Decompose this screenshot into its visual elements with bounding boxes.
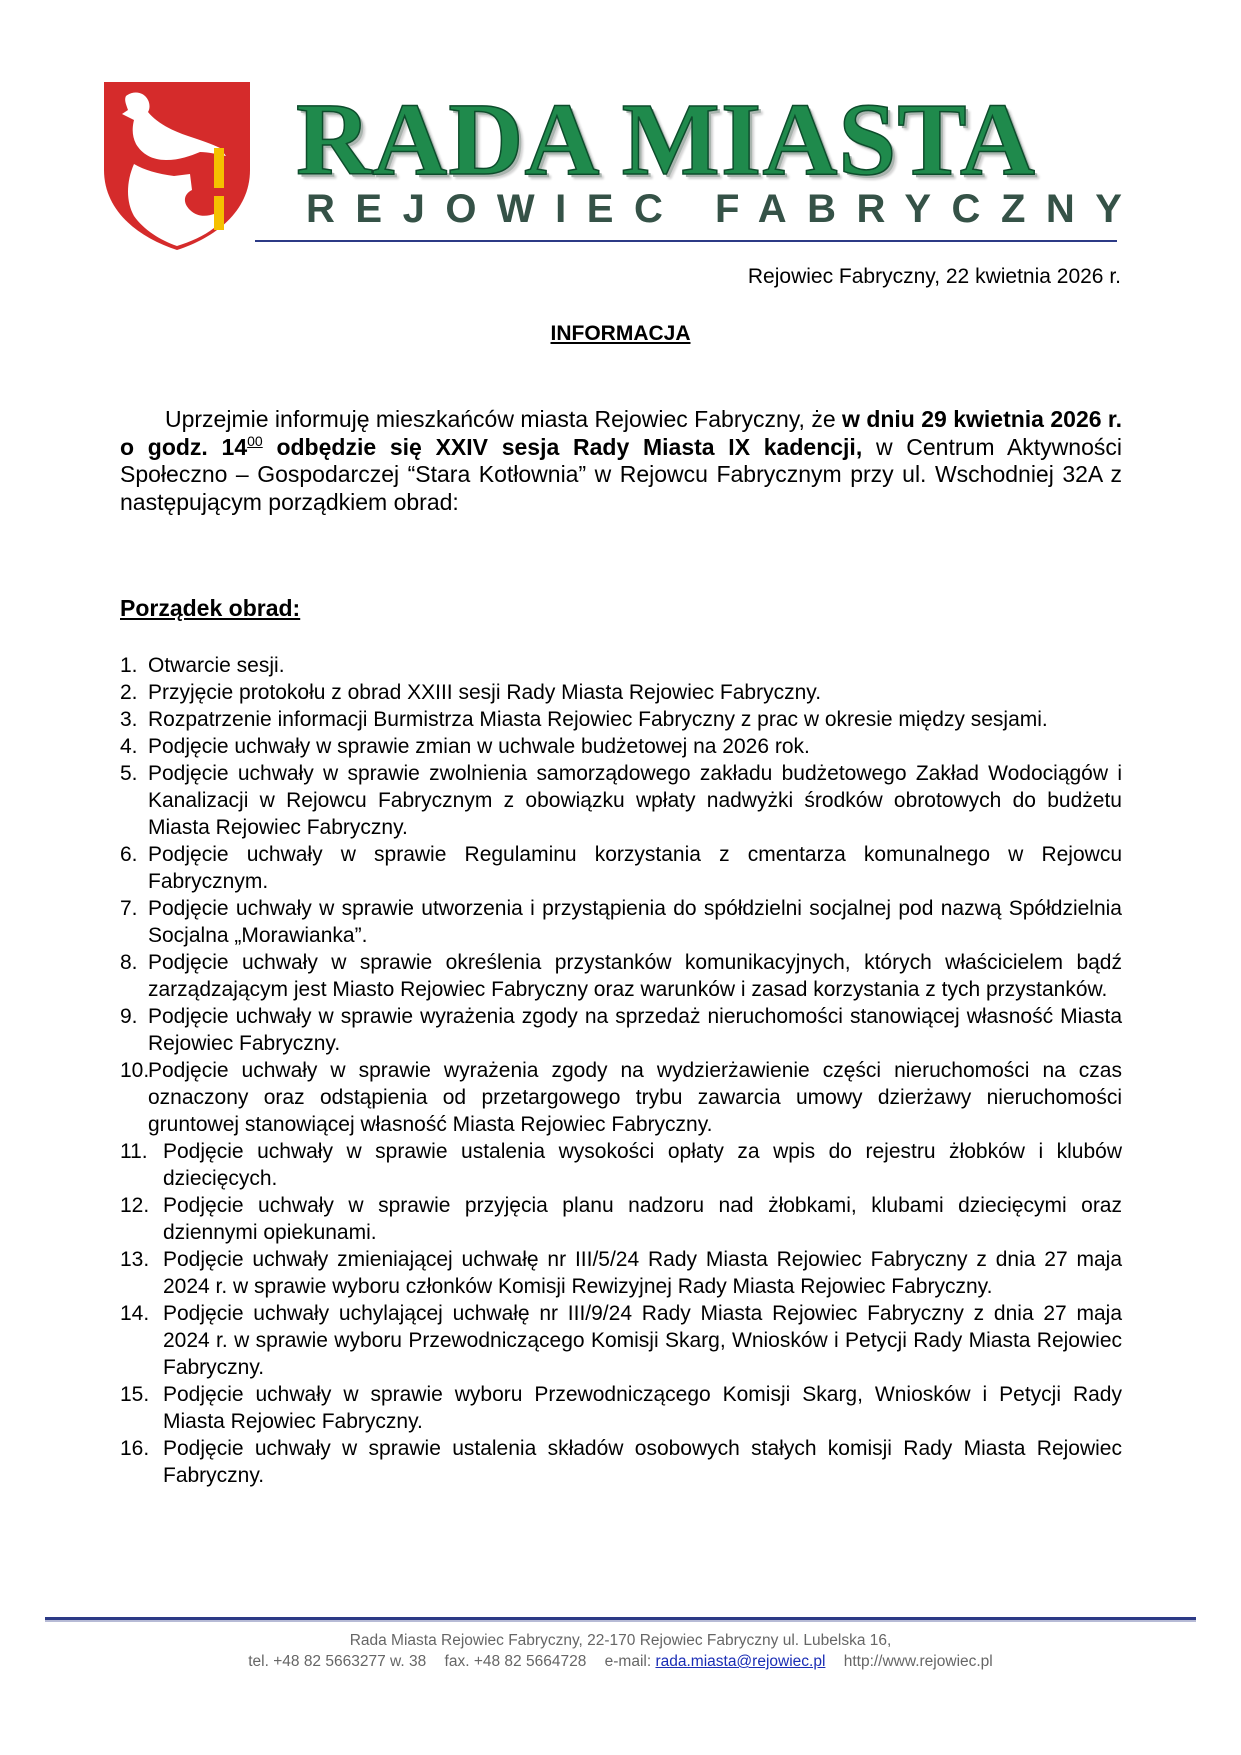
dove-coat-of-arms-icon bbox=[104, 82, 250, 250]
intro-bold-date: w dniu 29 kwietnia 2026 r. o godz. 14 bbox=[120, 406, 1122, 460]
list-item bbox=[120, 1057, 1122, 1138]
footer-website[interactable]: http://www.rejowiec.pl bbox=[843, 1653, 993, 1670]
footer-divider bbox=[45, 1617, 1196, 1620]
intro-text-2: w Centrum Aktywności Społeczno – Gospodarczej “Stara Kotłownia” w Rejowcu Fabrycznym przy ul. Wschodniej 32A z następującym porządkiem obrad: bbox=[120, 433, 1122, 515]
list-item bbox=[120, 949, 1122, 1003]
agenda-number: 15. bbox=[120, 1383, 150, 1406]
list-item bbox=[120, 733, 1122, 760]
list-item bbox=[120, 1246, 1122, 1300]
list-item bbox=[120, 760, 1122, 841]
agenda-text: Podjęcie uchwały w sprawie ustalenia wysokości opłaty za wpis do rejestru żłobków i klubów dziecięcych. bbox=[163, 1140, 1122, 1190]
agenda-text: Podjęcie uchwały w sprawie wyboru Przewodniczącego Komisji Skarg, Wniosków i Petycji Rady Miasta Rejowiec Fabryczny. bbox=[163, 1383, 1122, 1433]
list-item bbox=[120, 1003, 1122, 1057]
document-heading: INFORMACJA bbox=[550, 322, 691, 345]
list-item bbox=[120, 1381, 1122, 1435]
agenda-text: Podjęcie uchwały w sprawie wyrażenia zgody na sprzedaż nieruchomości stanowiącej własność Miasta Rejowiec Fabryczny. bbox=[148, 1005, 1122, 1055]
footer-email-label: e-mail: bbox=[604, 1653, 652, 1670]
list-item bbox=[120, 652, 1122, 679]
agenda-number: 6. bbox=[120, 843, 138, 866]
agenda-number: 12. bbox=[120, 1194, 150, 1217]
list-item bbox=[120, 895, 1122, 949]
list-item bbox=[120, 679, 1122, 706]
footer-address: Rada Miasta Rejowiec Fabryczny, 22-170 Rejowiec Fabryczny ul. Lubelska 16, bbox=[349, 1632, 892, 1649]
agenda-text: Podjęcie uchwały w sprawie zmian w uchwale budżetowej na 2026 rok. bbox=[148, 735, 810, 758]
agenda-text: Podjęcie uchwały w sprawie ustalenia składów osobowych stałych komisji Rady Miasta Rejowiec Fabryczny. bbox=[163, 1437, 1122, 1487]
agenda-number: 8. bbox=[120, 951, 138, 974]
agenda-number: 2. bbox=[120, 681, 138, 704]
intro-paragraph bbox=[120, 406, 1122, 516]
agenda-number: 14. bbox=[120, 1302, 150, 1325]
list-item bbox=[120, 841, 1122, 895]
agenda-number: 9. bbox=[120, 1005, 138, 1028]
footer-email-link[interactable]: rada.miasta@rejowiec.pl bbox=[655, 1653, 826, 1670]
intro-bold-session: odbędzie się XXIV sesja Rady Miasta IX kadencji, bbox=[262, 433, 863, 460]
date-line: Rejowiec Fabryczny, 22 kwietnia 2026 r. bbox=[747, 265, 1121, 288]
agenda-text: Podjęcie uchwały w sprawie utworzenia i przystąpienia do spółdzielni socjalnej pod nazwą Spółdzielnia Socjalna „Morawianka”. bbox=[148, 897, 1122, 947]
agenda-text: Podjęcie uchwały w sprawie zwolnienia samorządowego zakładu budżetowego Zakład Wodociągów i Kanalizacji w Rejowcu Fabrycznym z obowiązku wpłaty nadwyżki środków obrotowych do budżetu Miasta Rejowiec Fabryczny. bbox=[148, 762, 1122, 839]
list-item bbox=[120, 1435, 1122, 1489]
agenda-text: Podjęcie uchwały w sprawie przyjęcia planu nadzoru nad żłobkami, klubami dziecięcymi oraz dziennymi opiekunami. bbox=[163, 1194, 1122, 1244]
footer-phone: tel. +48 82 5663277 w. 38 bbox=[248, 1653, 427, 1670]
footer-contact bbox=[0, 1651, 1241, 1672]
agenda-text: Podjęcie uchwały w sprawie Regulaminu korzystania z cmentarza komunalnego w Rejowcu Fabrycznym. bbox=[148, 843, 1122, 893]
agenda-number: 10. bbox=[120, 1059, 150, 1082]
footer bbox=[0, 1630, 1241, 1672]
list-item bbox=[120, 706, 1122, 733]
agenda-text: Podjęcie uchwały w sprawie wyrażenia zgody na wydzierżawienie części nieruchomości na czas oznaczony oraz odstąpienia od przetargowego trybu zawarcia umowy dzierżawy nieruchomości gruntowej stanowiącej własność Miasta Rejowiec Fabryczny. bbox=[148, 1059, 1122, 1136]
agenda-text: Rozpatrzenie informacji Burmistrza Miasta Rejowiec Fabryczny z prac w okresie między sesjami. bbox=[148, 708, 1048, 731]
agenda-number: 13. bbox=[120, 1248, 150, 1271]
footer-fax: fax. +48 82 5664728 bbox=[444, 1653, 587, 1670]
agenda-text: Podjęcie uchwały w sprawie określenia przystanków komunikacyjnych, których właścicielem bądź zarządzającym jest Miasto Rejowiec Fabryczny oraz warunków i zasad korzystania z tych przystanków. bbox=[148, 951, 1122, 1001]
header-divider bbox=[255, 240, 1117, 242]
header-subtitle: REJOWIEC FABRYCZNY bbox=[306, 187, 1143, 231]
header-title: RADA MIASTA bbox=[296, 82, 1037, 197]
agenda-number: 7. bbox=[120, 897, 138, 920]
list-item bbox=[120, 1138, 1122, 1192]
agenda-heading: Porządek obrad: bbox=[120, 595, 301, 621]
agenda-text: Podjęcie uchwały zmieniającej uchwałę nr III/5/24 Rady Miasta Rejowiec Fabryczny z dnia 27 maja 2024 r. w sprawie wyboru członków Komisji Rewizyjnej Rady Miasta Rejowiec Fabryczny. bbox=[163, 1248, 1122, 1298]
agenda-text: Otwarcie sesji. bbox=[148, 654, 285, 677]
agenda-number: 3. bbox=[120, 708, 138, 731]
agenda-number: 16. bbox=[120, 1437, 150, 1460]
agenda-list bbox=[120, 652, 1122, 1489]
agenda-number: 1. bbox=[120, 654, 138, 677]
agenda-number: 11. bbox=[120, 1140, 148, 1163]
intro-text-1: Uprzejmie informuję mieszkańców miasta Rejowiec Fabryczny, że bbox=[165, 406, 843, 432]
agenda-text: Przyjęcie protokołu z obrad XXIII sesji Rady Miasta Rejowiec Fabryczny. bbox=[148, 681, 822, 704]
agenda-text: Podjęcie uchwały uchylającej uchwałę nr III/9/24 Rady Miasta Rejowiec Fabryczny z dnia 27 maja 2024 r. w sprawie wyboru Przewodniczącego Komisji Skarg, Wniosków i Petycji Rady Miasta Rejowiec Fabryczny. bbox=[163, 1302, 1122, 1379]
agenda-number: 4. bbox=[120, 735, 138, 758]
list-item bbox=[120, 1192, 1122, 1246]
agenda-number: 5. bbox=[120, 762, 138, 785]
intro-time-minutes: 00 bbox=[247, 432, 263, 449]
list-item bbox=[120, 1300, 1122, 1381]
